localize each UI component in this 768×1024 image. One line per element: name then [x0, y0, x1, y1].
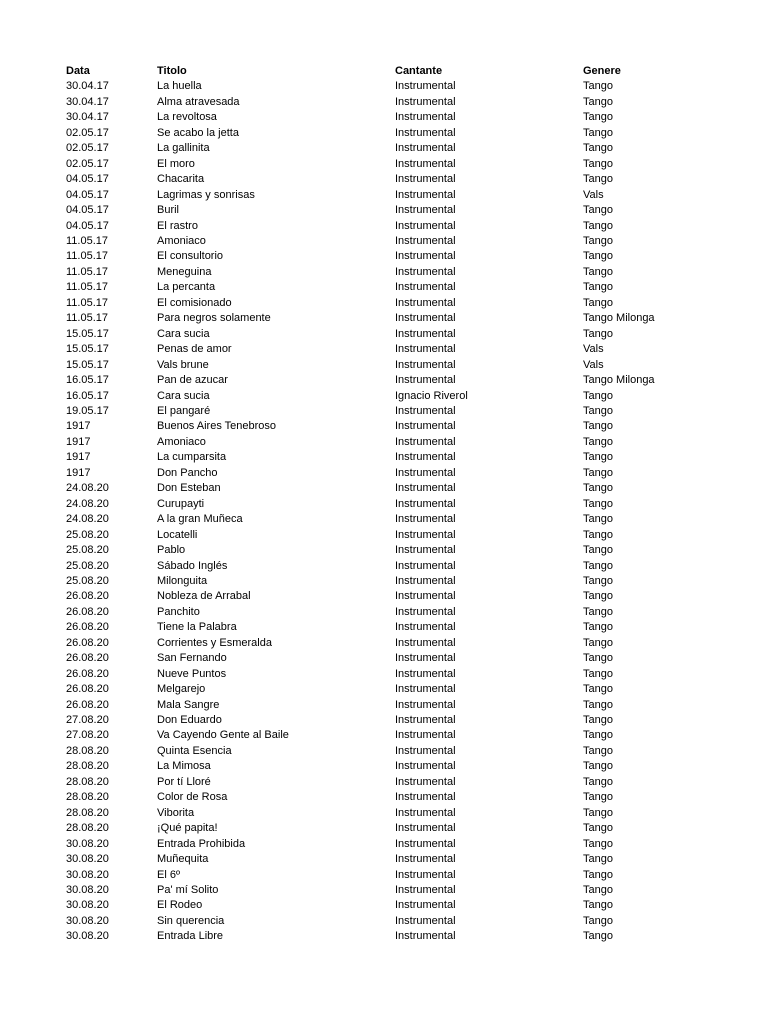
cell-singer: Instrumental: [395, 420, 456, 433]
table-row: [66, 419, 746, 434]
cell-genre: Tango: [583, 482, 613, 495]
table-row: [66, 311, 746, 326]
table-header: [66, 64, 746, 79]
cell-date: 26.08.20: [66, 652, 109, 665]
cell-genre: Tango: [583, 219, 613, 232]
cell-date: 26.08.20: [66, 636, 109, 649]
cell-date: 26.08.20: [66, 667, 109, 680]
cell-singer: Instrumental: [395, 899, 456, 912]
cell-singer: Instrumental: [395, 451, 456, 464]
cell-singer: Instrumental: [395, 544, 456, 557]
cell-genre: Tango: [583, 760, 613, 773]
cell-date: 16.05.17: [66, 389, 109, 402]
table-row: [66, 806, 746, 821]
song-table: [66, 64, 746, 945]
cell-genre: Tango: [583, 265, 613, 278]
cell-singer: Instrumental: [395, 698, 456, 711]
table-row: [66, 914, 746, 929]
cell-singer: Instrumental: [395, 667, 456, 680]
cell-date: 04.05.17: [66, 188, 109, 201]
cell-singer: Instrumental: [395, 265, 456, 278]
table-row: [66, 898, 746, 913]
cell-singer: Instrumental: [395, 296, 456, 309]
cell-date: 11.05.17: [66, 281, 109, 294]
cell-singer: Instrumental: [395, 884, 456, 897]
cell-genre: Tango: [583, 884, 613, 897]
cell-date: 30.08.20: [66, 884, 109, 897]
cell-title: Cara sucia: [157, 327, 210, 340]
cell-singer: Instrumental: [395, 636, 456, 649]
table-row: [66, 172, 746, 187]
cell-genre: Tango: [583, 791, 613, 804]
cell-singer: Instrumental: [395, 343, 456, 356]
cell-date: 02.05.17: [66, 142, 109, 155]
table-row: [66, 512, 746, 527]
cell-title: Quinta Esencia: [157, 744, 232, 757]
table-row: [66, 466, 746, 481]
cell-title: La Mimosa: [157, 760, 211, 773]
cell-genre: Tango: [583, 404, 613, 417]
cell-title: Cara sucia: [157, 389, 210, 402]
cell-title: Para negros solamente: [157, 312, 271, 325]
cell-singer: Instrumental: [395, 837, 456, 850]
table-body: [66, 79, 746, 944]
cell-date: 11.05.17: [66, 312, 109, 325]
cell-title: Milonguita: [157, 574, 208, 587]
cell-date: 24.08.20: [66, 482, 109, 495]
table-row: [66, 296, 746, 311]
cell-genre: Vals: [583, 343, 604, 356]
cell-date: 04.05.17: [66, 219, 109, 232]
cell-date: 26.08.20: [66, 621, 109, 634]
table-row: [66, 605, 746, 620]
cell-date: 26.08.20: [66, 590, 109, 603]
cell-singer: Instrumental: [395, 312, 456, 325]
table-row: [66, 389, 746, 404]
cell-date: 30.08.20: [66, 853, 109, 866]
cell-date: 30.08.20: [66, 868, 109, 881]
cell-genre: Tango: [583, 605, 613, 618]
table-row: [66, 883, 746, 898]
cell-date: 15.05.17: [66, 358, 109, 371]
cell-genre: Tango: [583, 822, 613, 835]
cell-date: 30.04.17: [66, 111, 109, 124]
cell-genre: Tango: [583, 466, 613, 479]
cell-title: Nobleza de Arrabal: [157, 590, 251, 603]
cell-singer: Instrumental: [395, 729, 456, 742]
cell-genre: Tango: [583, 744, 613, 757]
table-row: [66, 219, 746, 234]
cell-title: Por tí Lloré: [157, 775, 211, 788]
cell-singer: Instrumental: [395, 744, 456, 757]
cell-singer: Instrumental: [395, 404, 456, 417]
cell-singer: Instrumental: [395, 574, 456, 587]
header-genre: Genere: [583, 65, 621, 77]
table-row: [66, 157, 746, 172]
cell-title: Va Cayendo Gente al Baile: [157, 729, 289, 742]
cell-date: 28.08.20: [66, 775, 109, 788]
cell-singer: Instrumental: [395, 497, 456, 510]
header-singer: Cantante: [395, 65, 443, 77]
table-row: [66, 698, 746, 713]
cell-title: La revoltosa: [157, 111, 217, 124]
table-row: [66, 775, 746, 790]
cell-date: 1917: [66, 420, 91, 433]
cell-title: Vals brune: [157, 358, 209, 371]
table-row: [66, 110, 746, 125]
cell-singer: Ignacio Riverol: [395, 389, 468, 402]
cell-singer: Instrumental: [395, 528, 456, 541]
cell-genre: Tango: [583, 683, 613, 696]
cell-date: 02.05.17: [66, 126, 109, 139]
cell-title: El comisionado: [157, 296, 232, 309]
cell-title: Penas de amor: [157, 343, 232, 356]
table-row: [66, 373, 746, 388]
cell-genre: Vals: [583, 188, 604, 201]
cell-genre: Tango: [583, 173, 613, 186]
cell-title: Color de Rosa: [157, 791, 228, 804]
table-row: [66, 280, 746, 295]
cell-date: 16.05.17: [66, 374, 109, 387]
table-row: [66, 713, 746, 728]
cell-genre: Tango: [583, 250, 613, 263]
cell-genre: Tango: [583, 837, 613, 850]
cell-genre: Tango: [583, 126, 613, 139]
cell-title: Nueve Puntos: [157, 667, 227, 680]
cell-title: La percanta: [157, 281, 216, 294]
cell-genre: Tango: [583, 930, 613, 943]
cell-date: 11.05.17: [66, 250, 109, 263]
cell-date: 25.08.20: [66, 544, 109, 557]
cell-singer: Instrumental: [395, 806, 456, 819]
table-row: [66, 620, 746, 635]
cell-title: Alma atravesada: [157, 95, 240, 108]
cell-genre: Tango: [583, 698, 613, 711]
cell-date: 26.08.20: [66, 605, 109, 618]
cell-singer: Instrumental: [395, 173, 456, 186]
cell-title: La cumparsita: [157, 451, 227, 464]
cell-genre: Tango: [583, 80, 613, 93]
table-row: [66, 234, 746, 249]
cell-date: 15.05.17: [66, 343, 109, 356]
cell-singer: Instrumental: [395, 435, 456, 448]
cell-title: A la gran Muñeca: [157, 513, 243, 526]
table-row: [66, 852, 746, 867]
cell-title: La gallinita: [157, 142, 210, 155]
cell-genre: Tango: [583, 142, 613, 155]
cell-singer: Instrumental: [395, 234, 456, 247]
cell-genre: Tango: [583, 327, 613, 340]
cell-title: Se acabo la jetta: [157, 126, 239, 139]
cell-title: Sin querencia: [157, 914, 225, 927]
table-row: [66, 682, 746, 697]
cell-title: El Rodeo: [157, 899, 203, 912]
cell-singer: Instrumental: [395, 80, 456, 93]
cell-genre: Tango: [583, 914, 613, 927]
cell-date: 27.08.20: [66, 714, 109, 727]
cell-singer: Instrumental: [395, 791, 456, 804]
table-row: [66, 543, 746, 558]
cell-singer: Instrumental: [395, 327, 456, 340]
cell-title: Pablo: [157, 544, 186, 557]
cell-genre: Tango: [583, 528, 613, 541]
cell-singer: Instrumental: [395, 683, 456, 696]
cell-date: 25.08.20: [66, 574, 109, 587]
cell-genre: Tango: [583, 157, 613, 170]
cell-genre: Tango: [583, 95, 613, 108]
cell-title: Viborita: [157, 806, 195, 819]
cell-title: Melgarejo: [157, 683, 206, 696]
cell-date: 25.08.20: [66, 559, 109, 572]
cell-title: Panchito: [157, 605, 200, 618]
cell-genre: Tango Milonga: [583, 374, 655, 387]
cell-title: Muñequita: [157, 853, 209, 866]
cell-singer: Instrumental: [395, 513, 456, 526]
cell-title: Curupayti: [157, 497, 205, 510]
cell-date: 30.08.20: [66, 930, 109, 943]
cell-title: Mala Sangre: [157, 698, 220, 711]
table-row: [66, 95, 746, 110]
cell-genre: Tango: [583, 559, 613, 572]
table-row: [66, 790, 746, 805]
cell-date: 19.05.17: [66, 404, 109, 417]
cell-date: 11.05.17: [66, 265, 109, 278]
cell-genre: Tango: [583, 281, 613, 294]
cell-date: 25.08.20: [66, 528, 109, 541]
cell-singer: Instrumental: [395, 126, 456, 139]
cell-singer: Instrumental: [395, 142, 456, 155]
cell-singer: Instrumental: [395, 559, 456, 572]
cell-title: Buril: [157, 204, 180, 217]
cell-date: 1917: [66, 435, 91, 448]
table-row: [66, 79, 746, 94]
cell-date: 04.05.17: [66, 173, 109, 186]
table-row: [66, 203, 746, 218]
cell-title: San Fernando: [157, 652, 227, 665]
cell-date: 30.04.17: [66, 80, 109, 93]
cell-singer: Instrumental: [395, 466, 456, 479]
table-row: [66, 358, 746, 373]
cell-date: 28.08.20: [66, 822, 109, 835]
cell-genre: Tango: [583, 729, 613, 742]
cell-title: Pan de azucar: [157, 374, 228, 387]
cell-genre: Tango: [583, 574, 613, 587]
table-row: [66, 728, 746, 743]
cell-genre: Tango: [583, 621, 613, 634]
cell-genre: Tango: [583, 806, 613, 819]
cell-singer: Instrumental: [395, 374, 456, 387]
cell-date: 28.08.20: [66, 760, 109, 773]
table-row: [66, 528, 746, 543]
table-row: [66, 188, 746, 203]
cell-singer: Instrumental: [395, 652, 456, 665]
cell-date: 11.05.17: [66, 234, 109, 247]
table-row: [66, 450, 746, 465]
cell-title: Corrientes y Esmeralda: [157, 636, 272, 649]
cell-genre: Tango: [583, 497, 613, 510]
cell-title: El rastro: [157, 219, 198, 232]
cell-genre: Tango: [583, 111, 613, 124]
cell-singer: Instrumental: [395, 930, 456, 943]
cell-date: 28.08.20: [66, 744, 109, 757]
cell-singer: Instrumental: [395, 775, 456, 788]
cell-date: 04.05.17: [66, 204, 109, 217]
cell-title: La huella: [157, 80, 202, 93]
cell-singer: Instrumental: [395, 822, 456, 835]
cell-singer: Instrumental: [395, 868, 456, 881]
cell-singer: Instrumental: [395, 358, 456, 371]
cell-title: Don Pancho: [157, 466, 218, 479]
cell-title: Amoniaco: [157, 234, 206, 247]
cell-genre: Vals: [583, 358, 604, 371]
cell-date: 30.04.17: [66, 95, 109, 108]
table-row: [66, 589, 746, 604]
table-row: [66, 868, 746, 883]
cell-genre: Tango: [583, 714, 613, 727]
cell-singer: Instrumental: [395, 714, 456, 727]
table-row: [66, 342, 746, 357]
cell-title: Locatelli: [157, 528, 198, 541]
cell-genre: Tango: [583, 420, 613, 433]
table-row: [66, 126, 746, 141]
cell-singer: Instrumental: [395, 281, 456, 294]
cell-singer: Instrumental: [395, 605, 456, 618]
cell-genre: Tango: [583, 435, 613, 448]
cell-title: El consultorio: [157, 250, 224, 263]
cell-genre: Tango: [583, 636, 613, 649]
header-date: Data: [66, 65, 90, 77]
table-row: [66, 744, 746, 759]
cell-title: El 6º: [157, 868, 180, 881]
cell-genre: Tango: [583, 234, 613, 247]
cell-genre: Tango: [583, 853, 613, 866]
cell-title: Don Eduardo: [157, 714, 222, 727]
cell-date: 30.08.20: [66, 914, 109, 927]
cell-date: 28.08.20: [66, 806, 109, 819]
cell-genre: Tango: [583, 899, 613, 912]
cell-singer: Instrumental: [395, 621, 456, 634]
table-row: [66, 574, 746, 589]
cell-date: 26.08.20: [66, 698, 109, 711]
cell-date: 11.05.17: [66, 296, 109, 309]
table-row: [66, 265, 746, 280]
cell-date: 30.08.20: [66, 837, 109, 850]
cell-singer: Instrumental: [395, 914, 456, 927]
cell-date: 1917: [66, 451, 91, 464]
cell-genre: Tango: [583, 389, 613, 402]
table-row: [66, 327, 746, 342]
cell-genre: Tango: [583, 544, 613, 557]
table-row: [66, 837, 746, 852]
cell-genre: Tango: [583, 451, 613, 464]
cell-genre: Tango: [583, 296, 613, 309]
cell-date: 15.05.17: [66, 327, 109, 340]
cell-date: 28.08.20: [66, 791, 109, 804]
cell-title: Don Esteban: [157, 482, 221, 495]
table-row: [66, 481, 746, 496]
cell-genre: Tango: [583, 652, 613, 665]
cell-genre: Tango: [583, 775, 613, 788]
cell-title: Sábado Inglés: [157, 559, 228, 572]
table-row: [66, 249, 746, 264]
cell-date: 02.05.17: [66, 157, 109, 170]
cell-title: ¡Qué papita!: [157, 822, 218, 835]
cell-title: Tiene la Palabra: [157, 621, 237, 634]
cell-title: Entrada Prohibida: [157, 837, 246, 850]
cell-singer: Instrumental: [395, 111, 456, 124]
cell-genre: Tango: [583, 590, 613, 603]
cell-genre: Tango: [583, 513, 613, 526]
cell-singer: Instrumental: [395, 482, 456, 495]
cell-date: 26.08.20: [66, 683, 109, 696]
table-row: [66, 636, 746, 651]
cell-date: 24.08.20: [66, 497, 109, 510]
table-row: [66, 559, 746, 574]
cell-title: Entrada Libre: [157, 930, 224, 943]
table-row: [66, 435, 746, 450]
header-title: Titolo: [157, 65, 187, 77]
cell-genre: Tango Milonga: [583, 312, 655, 325]
cell-singer: Instrumental: [395, 250, 456, 263]
cell-singer: Instrumental: [395, 219, 456, 232]
cell-genre: Tango: [583, 868, 613, 881]
cell-title: Amoniaco: [157, 435, 206, 448]
table-row: [66, 759, 746, 774]
cell-title: Pa' mí Solito: [157, 884, 219, 897]
cell-title: Lagrimas y sonrisas: [157, 188, 255, 201]
cell-singer: Instrumental: [395, 853, 456, 866]
cell-title: Buenos Aires Tenebroso: [157, 420, 277, 433]
cell-title: Chacarita: [157, 173, 205, 186]
cell-singer: Instrumental: [395, 760, 456, 773]
table-row: [66, 404, 746, 419]
cell-date: 24.08.20: [66, 513, 109, 526]
cell-genre: Tango: [583, 204, 613, 217]
cell-singer: Instrumental: [395, 95, 456, 108]
table-row: [66, 651, 746, 666]
table-row: [66, 141, 746, 156]
cell-singer: Instrumental: [395, 590, 456, 603]
cell-title: El pangaré: [157, 404, 211, 417]
cell-singer: Instrumental: [395, 157, 456, 170]
cell-singer: Instrumental: [395, 188, 456, 201]
cell-title: El moro: [157, 157, 195, 170]
cell-singer: Instrumental: [395, 204, 456, 217]
cell-title: Meneguina: [157, 265, 212, 278]
cell-date: 27.08.20: [66, 729, 109, 742]
table-row: [66, 929, 746, 944]
cell-date: 30.08.20: [66, 899, 109, 912]
table-row: [66, 667, 746, 682]
cell-date: 1917: [66, 466, 91, 479]
table-row: [66, 821, 746, 836]
cell-genre: Tango: [583, 667, 613, 680]
table-row: [66, 497, 746, 512]
